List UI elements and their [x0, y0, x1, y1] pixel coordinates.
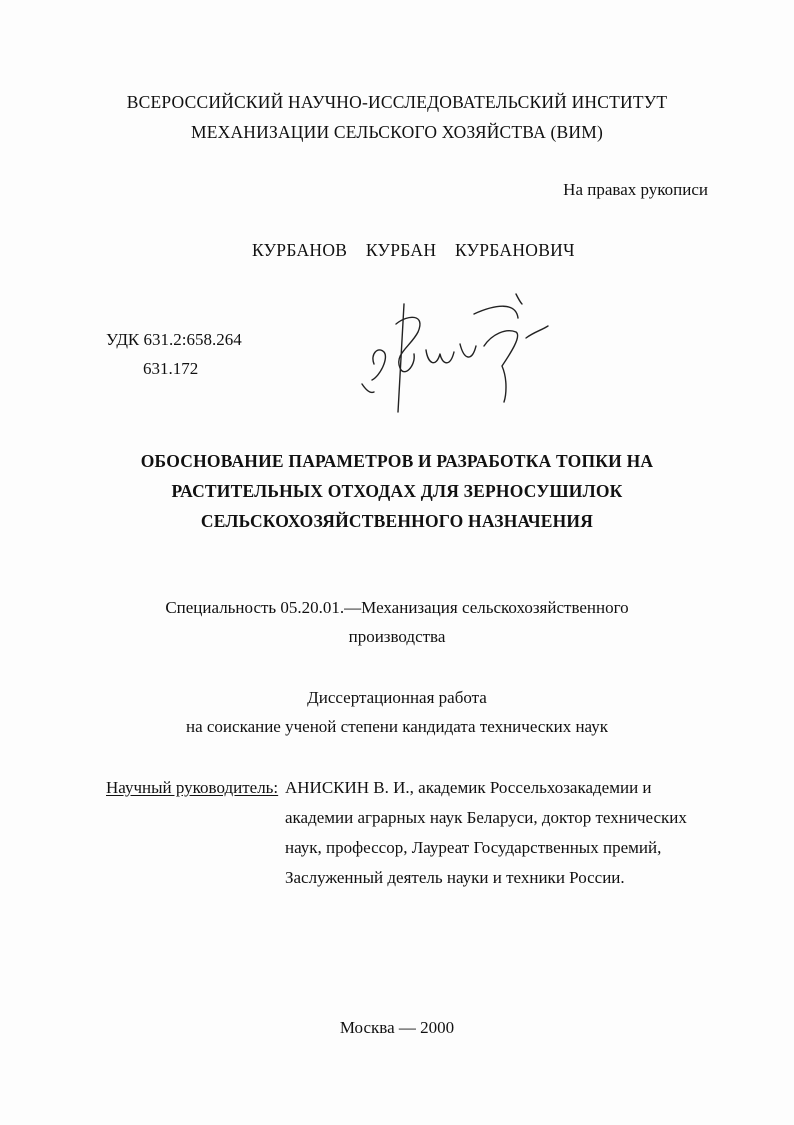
- dissertation-line-2: на соискание ученой степени кандидата технических наук: [185, 717, 608, 736]
- author-name: КУРБАНОВ КУРБАН КУРБАНОВИЧ: [252, 240, 575, 260]
- supervisor-line-2: академии аграрных наук Беларуси, доктор технических: [285, 808, 687, 827]
- udk-line-1: УДК 631.2:658.264: [106, 330, 242, 349]
- institute-line-1: ВСЕРОССИЙСКИЙ НАУЧНО-ИССЛЕДОВАТЕЛЬСКИЙ ИНСТИТУТ: [126, 92, 668, 112]
- supervisor-line-1: АНИСКИН В. И., академик Россельхозакадемии и: [285, 778, 652, 797]
- supervisor-line-3: наук, профессор, Лауреат Государственных премий,: [285, 838, 662, 857]
- manuscript-note: На правах рукописи: [563, 180, 708, 199]
- udk-line-2: 631.172: [143, 359, 199, 378]
- supervisor-label: Научный руководитель:: [106, 778, 279, 797]
- title-line-1: ОБОСНОВАНИЕ ПАРАМЕТРОВ И РАЗРАБОТКА ТОПКИ НА: [140, 451, 654, 471]
- specialty-line-1: Специальность 05.20.01.—Механизация сельскохозяйственного: [165, 598, 629, 617]
- institute-line-2: МЕХАНИЗАЦИИ СЕЛЬСКОГО ХОЗЯЙСТВА (ВИМ): [190, 122, 604, 142]
- supervisor-line-4: Заслуженный деятель науки и техники России.: [285, 868, 625, 887]
- title-line-3: СЕЛЬСКОХОЗЯЙСТВЕННОГО НАЗНАЧЕНИЯ: [200, 511, 594, 531]
- dissertation-line-1: Диссертационная работа: [307, 688, 487, 707]
- specialty-line-2: производства: [348, 627, 446, 646]
- handwritten-signature: [356, 284, 556, 424]
- city-year: Москва — 2000: [339, 1018, 455, 1037]
- title-line-2: РАСТИТЕЛЬНЫХ ОТХОДАХ ДЛЯ ЗЕРНОСУШИЛОК: [171, 481, 623, 501]
